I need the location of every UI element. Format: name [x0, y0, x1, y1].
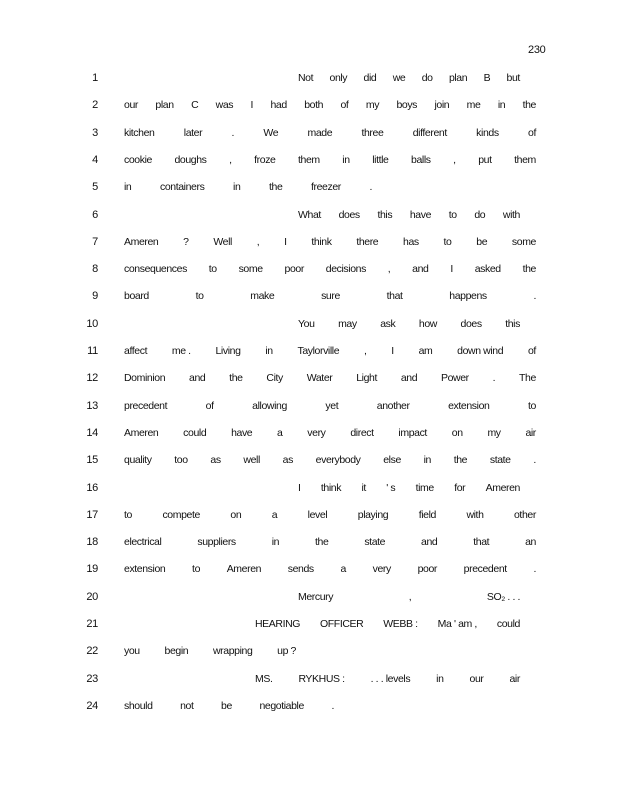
line-number: 14 — [86, 426, 98, 439]
word: of — [340, 99, 349, 112]
word: ' s — [386, 481, 396, 494]
word: compete — [162, 508, 200, 521]
word: poor — [417, 563, 437, 576]
line-number: 11 — [87, 345, 98, 357]
word: other — [513, 508, 536, 521]
transcript-line — [0, 372, 618, 388]
word: made — [307, 126, 333, 139]
word: plan — [448, 72, 468, 84]
word: to — [208, 263, 217, 276]
line-text — [255, 673, 520, 685]
word: poor — [284, 263, 304, 276]
word: Power — [441, 372, 469, 385]
transcript-line — [0, 290, 618, 306]
word: my — [365, 99, 380, 112]
transcript-line — [0, 427, 618, 443]
word: do — [474, 208, 486, 221]
line-text — [298, 209, 520, 221]
word: , — [363, 345, 367, 357]
word: containers — [159, 181, 205, 194]
line-number: 18 — [86, 536, 98, 549]
word: air — [525, 426, 536, 439]
transcript-line — [0, 563, 618, 579]
word: ask — [380, 317, 396, 330]
word: in — [233, 181, 241, 194]
word: WEBB : — [383, 618, 418, 630]
line-number: 4 — [92, 153, 98, 166]
line-text — [124, 400, 536, 412]
word: I — [450, 263, 453, 276]
word: our — [124, 99, 138, 112]
transcript-line — [0, 99, 618, 115]
word: You — [298, 317, 315, 330]
word: in — [342, 153, 350, 166]
word: to — [195, 290, 204, 303]
line-text — [124, 263, 536, 275]
word: this — [505, 317, 520, 330]
word: me . — [171, 345, 191, 357]
word: be — [476, 235, 488, 248]
word: impact — [398, 426, 427, 439]
word: sure — [321, 290, 340, 303]
word: The — [519, 372, 536, 385]
word: it — [361, 481, 366, 494]
word: put — [478, 153, 492, 166]
line-number: 9 — [92, 290, 98, 303]
word: in — [271, 536, 280, 549]
word: on — [451, 426, 463, 439]
word: Living — [215, 345, 241, 357]
word: does — [460, 317, 482, 330]
word: sends — [287, 563, 314, 576]
transcript-line — [0, 482, 618, 498]
line-number: 13 — [86, 399, 98, 412]
word: RYKHUS : — [298, 672, 345, 685]
line-number: 2 — [92, 99, 98, 112]
word: Dominion — [124, 372, 166, 385]
word: doughs — [174, 153, 207, 166]
transcript-line — [0, 645, 618, 661]
line-text — [255, 618, 520, 630]
transcript-line — [0, 536, 618, 552]
word: . — [533, 454, 536, 467]
word: extension — [448, 399, 490, 412]
line-text — [124, 427, 536, 439]
line-text — [124, 536, 536, 548]
word: to — [448, 208, 457, 221]
line-text — [124, 454, 536, 466]
word: not — [180, 699, 194, 712]
word: them — [514, 153, 536, 166]
word: consequences — [124, 263, 187, 276]
word: I — [284, 235, 287, 248]
word: playing — [357, 508, 389, 521]
line-number: 17 — [86, 508, 98, 521]
word: Ameren — [226, 563, 262, 576]
transcript-line — [0, 209, 618, 225]
word: wrapping — [212, 645, 253, 658]
word: precedent — [463, 563, 507, 576]
word: Mercury — [298, 590, 334, 603]
word: of — [205, 399, 214, 412]
word: decisions — [325, 263, 366, 276]
word: . — [231, 126, 235, 139]
line-number: 23 — [86, 672, 98, 685]
word: in — [497, 99, 506, 112]
word: may — [338, 317, 357, 330]
word: yet — [325, 399, 339, 412]
word: only — [329, 72, 348, 84]
word: , — [387, 263, 391, 276]
word: in — [423, 454, 431, 467]
word: in — [265, 345, 273, 357]
word: them — [298, 153, 320, 166]
word: could — [496, 618, 520, 630]
word: froze — [254, 153, 276, 166]
word: our — [469, 672, 484, 685]
line-text — [124, 181, 372, 193]
transcript-line — [0, 181, 618, 197]
word: three — [361, 126, 384, 139]
line-text — [124, 700, 334, 712]
line-number: 10 — [86, 317, 98, 330]
word: another — [376, 399, 410, 412]
line-text — [124, 99, 536, 111]
word: C — [191, 99, 199, 112]
word: different — [412, 126, 447, 139]
transcript-line — [0, 236, 618, 252]
word: has — [403, 235, 419, 248]
word: , — [453, 153, 456, 166]
word: cookie — [124, 153, 152, 166]
line-text — [124, 345, 536, 357]
transcript-line — [0, 700, 618, 716]
word: as — [282, 454, 293, 467]
word: both — [304, 99, 324, 112]
word: could — [183, 426, 207, 439]
word: affect — [124, 345, 148, 357]
line-text — [124, 372, 536, 384]
word: precedent — [124, 399, 168, 412]
word: plan — [155, 99, 174, 112]
word: B — [483, 72, 491, 84]
word: down wind — [457, 345, 504, 357]
line-number: 24 — [86, 699, 98, 712]
word: a — [277, 426, 283, 439]
line-number: 7 — [92, 235, 98, 248]
word: does — [338, 208, 360, 221]
word: time — [415, 481, 434, 494]
word: extension — [124, 563, 166, 576]
word: freezer — [310, 181, 341, 194]
line-number: 3 — [92, 126, 98, 139]
word: be — [221, 699, 232, 712]
word: how — [418, 317, 437, 330]
word: to — [124, 508, 132, 521]
line-text — [124, 290, 536, 302]
word: SO₂ . . . — [486, 590, 520, 603]
word: to — [528, 399, 536, 412]
word: me — [466, 99, 481, 112]
line-number: 8 — [92, 263, 98, 276]
word: did — [363, 72, 377, 84]
word: some — [238, 263, 263, 276]
word: I — [391, 345, 394, 357]
line-text — [124, 563, 536, 575]
transcript-line — [0, 318, 618, 334]
word: allowing — [252, 399, 287, 412]
word: and — [400, 372, 418, 385]
line-number: 20 — [86, 590, 98, 603]
word: to — [192, 563, 201, 576]
word: negotiable — [259, 699, 304, 712]
word: that — [386, 290, 403, 303]
word: this — [377, 208, 393, 221]
transcript-line — [0, 127, 618, 143]
transcript-line — [0, 673, 618, 689]
word: boys — [396, 99, 418, 112]
word: OFFICER — [320, 618, 364, 630]
word: the — [522, 263, 536, 276]
word: City — [266, 372, 283, 385]
line-text — [124, 509, 536, 521]
transcript-line — [0, 154, 618, 170]
word: the — [522, 99, 536, 112]
word: direct — [350, 426, 374, 439]
word: for — [454, 481, 466, 494]
word: on — [230, 508, 242, 521]
line-text — [124, 154, 536, 166]
word: Well — [213, 235, 232, 248]
word: Ma ' am , — [437, 618, 477, 630]
word: Light — [356, 372, 377, 385]
transcript-line — [0, 618, 618, 634]
word: field — [418, 508, 436, 521]
word: well — [243, 454, 260, 467]
word: , — [256, 235, 260, 248]
word: else — [383, 454, 401, 467]
word: level — [307, 508, 328, 521]
word: to — [443, 235, 452, 248]
word: , — [229, 153, 232, 166]
word: We — [263, 126, 279, 139]
word: there — [356, 235, 379, 248]
line-text — [298, 318, 520, 330]
line-number: 6 — [92, 208, 98, 221]
word: . — [533, 563, 536, 576]
word: think — [311, 235, 332, 248]
word: my — [487, 426, 501, 439]
transcript-line — [0, 509, 618, 525]
line-text — [124, 645, 296, 657]
line-number: 16 — [86, 481, 98, 494]
line-text — [124, 127, 536, 139]
word: of — [527, 345, 536, 357]
word: with — [466, 508, 484, 521]
word: HEARING — [255, 618, 301, 630]
transcript-line — [0, 591, 618, 607]
word: was — [215, 99, 234, 112]
word: join — [434, 99, 450, 112]
word: some — [511, 235, 536, 248]
line-text — [298, 72, 520, 84]
word: everybody — [315, 454, 361, 467]
word: begin — [164, 645, 189, 658]
word: . — [492, 372, 496, 385]
word: I — [250, 99, 254, 112]
word: as — [210, 454, 221, 467]
word: ? — [183, 235, 189, 248]
word: Ameren — [124, 426, 159, 439]
word: very — [307, 426, 326, 439]
word: MS. — [255, 672, 273, 685]
word: have — [409, 208, 432, 221]
word: air — [509, 672, 520, 685]
word: state — [364, 536, 386, 549]
word: an — [525, 536, 536, 549]
word: Taylorville — [297, 345, 340, 357]
line-text — [298, 591, 520, 603]
word: the — [229, 372, 243, 385]
line-text — [298, 482, 520, 494]
word: too — [174, 454, 188, 467]
word: have — [231, 426, 253, 439]
word: the — [315, 536, 329, 549]
line-number: 15 — [86, 454, 98, 467]
word: you — [124, 645, 140, 658]
word: the — [268, 181, 283, 194]
word: had — [270, 99, 287, 112]
word: am — [418, 345, 433, 357]
transcript-line — [0, 400, 618, 416]
word: think — [320, 481, 342, 494]
word: do — [421, 72, 433, 84]
line-text — [124, 236, 536, 248]
word: very — [372, 563, 391, 576]
page-number: 230 — [528, 44, 546, 56]
word: with — [502, 208, 520, 221]
word: that — [473, 536, 490, 549]
word: kinds — [476, 126, 499, 139]
word: . — [533, 290, 536, 303]
word: and — [412, 263, 429, 276]
line-number: 22 — [86, 645, 98, 658]
word: , — [408, 590, 412, 603]
word: later — [183, 126, 203, 139]
line-number: 19 — [86, 563, 98, 576]
word: make — [250, 290, 275, 303]
transcript-line — [0, 454, 618, 470]
line-number: 1 — [92, 72, 98, 84]
word: in — [124, 181, 132, 194]
word: we — [392, 72, 406, 84]
word: Ameren — [124, 235, 159, 248]
word: in — [436, 672, 444, 685]
line-number: 12 — [86, 372, 98, 385]
word: happens — [449, 290, 487, 303]
word: and — [189, 372, 206, 385]
word: but — [506, 72, 520, 84]
word: the — [453, 454, 468, 467]
line-number: 5 — [92, 181, 98, 194]
transcript-line — [0, 263, 618, 279]
word: a — [340, 563, 346, 576]
word: I — [298, 481, 301, 494]
word: little — [372, 153, 389, 166]
line-number: 21 — [86, 618, 98, 630]
word: Ameren — [485, 481, 520, 494]
word: Not — [298, 72, 314, 84]
word: board — [124, 290, 149, 303]
word: . — [331, 699, 334, 712]
word: state — [489, 454, 511, 467]
word: balls — [411, 153, 431, 166]
word: should — [124, 699, 153, 712]
transcript-line — [0, 345, 618, 361]
word: What — [298, 208, 321, 221]
word: and — [421, 536, 438, 549]
word: suppliers — [197, 536, 236, 549]
word: . . . levels — [370, 672, 411, 685]
word: electrical — [124, 536, 162, 549]
word: a — [271, 508, 278, 521]
transcript-line — [0, 72, 618, 88]
word: asked — [474, 263, 501, 276]
word: . — [369, 181, 372, 194]
word: quality — [124, 454, 152, 467]
word: kitchen — [124, 126, 155, 139]
word: up ? — [277, 645, 296, 658]
word: of — [528, 126, 536, 139]
word: Water — [306, 372, 333, 385]
